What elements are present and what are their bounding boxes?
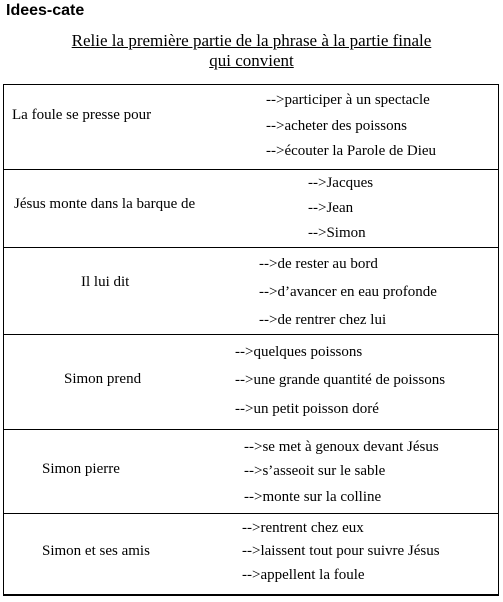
sentence-start-3: Il lui dit <box>81 274 130 290</box>
sentence-start-5: Simon pierre <box>42 461 120 477</box>
ending-option-1a[interactable]: -->participer à un spectacle <box>266 92 430 108</box>
ending-option-6c[interactable]: -->appellent la foule <box>242 567 365 583</box>
ending-option-5a[interactable]: -->se met à genoux devant Jésus <box>244 439 439 455</box>
table-row-2 <box>4 169 498 247</box>
ending-option-4a[interactable]: -->quelques poissons <box>235 344 363 360</box>
site-brand: Idees-cate <box>6 2 85 19</box>
table-row-1 <box>4 85 498 169</box>
ending-option-2a[interactable]: -->Jacques <box>308 175 374 191</box>
table-row-4 <box>4 334 498 429</box>
table-row-5 <box>4 429 498 513</box>
sentence-start-6: Simon et ses amis <box>42 543 150 559</box>
ending-option-4b[interactable]: -->une grande quantité de poissons <box>235 372 446 388</box>
sentence-start-4: Simon prend <box>64 371 142 387</box>
sentence-start-1: La foule se presse pour <box>12 107 152 123</box>
instruction-title-line-1: Relie la première partie de la phrase à la partie finale <box>71 31 432 50</box>
ending-option-2c[interactable]: -->Simon <box>308 225 366 241</box>
table-row-6 <box>4 513 498 595</box>
ending-option-3a[interactable]: -->de rester au bord <box>259 256 378 272</box>
ending-option-6a[interactable]: -->rentrent chez eux <box>242 520 364 536</box>
sentence-start-2: Jésus monte dans la barque de <box>14 196 196 212</box>
table-row-3 <box>4 247 498 334</box>
ending-option-5c[interactable]: -->monte sur la colline <box>244 489 382 505</box>
ending-option-5b[interactable]: -->s’asseoit sur le sable <box>244 463 386 479</box>
ending-option-1c[interactable]: -->écouter la Parole de Dieu <box>266 143 437 159</box>
instruction-title-line-2: qui convient <box>209 51 294 70</box>
ending-option-6b[interactable]: -->laissent tout pour suivre Jésus <box>242 543 440 559</box>
ending-option-2b[interactable]: -->Jean <box>308 200 354 216</box>
ending-option-3c[interactable]: -->de rentrer chez lui <box>259 312 387 328</box>
ending-option-1b[interactable]: -->acheter des poissons <box>266 118 407 134</box>
matching-table <box>3 84 499 596</box>
ending-option-3b[interactable]: -->d’avancer en eau profonde <box>259 284 437 300</box>
ending-option-4c[interactable]: -->un petit poisson doré <box>235 401 379 417</box>
